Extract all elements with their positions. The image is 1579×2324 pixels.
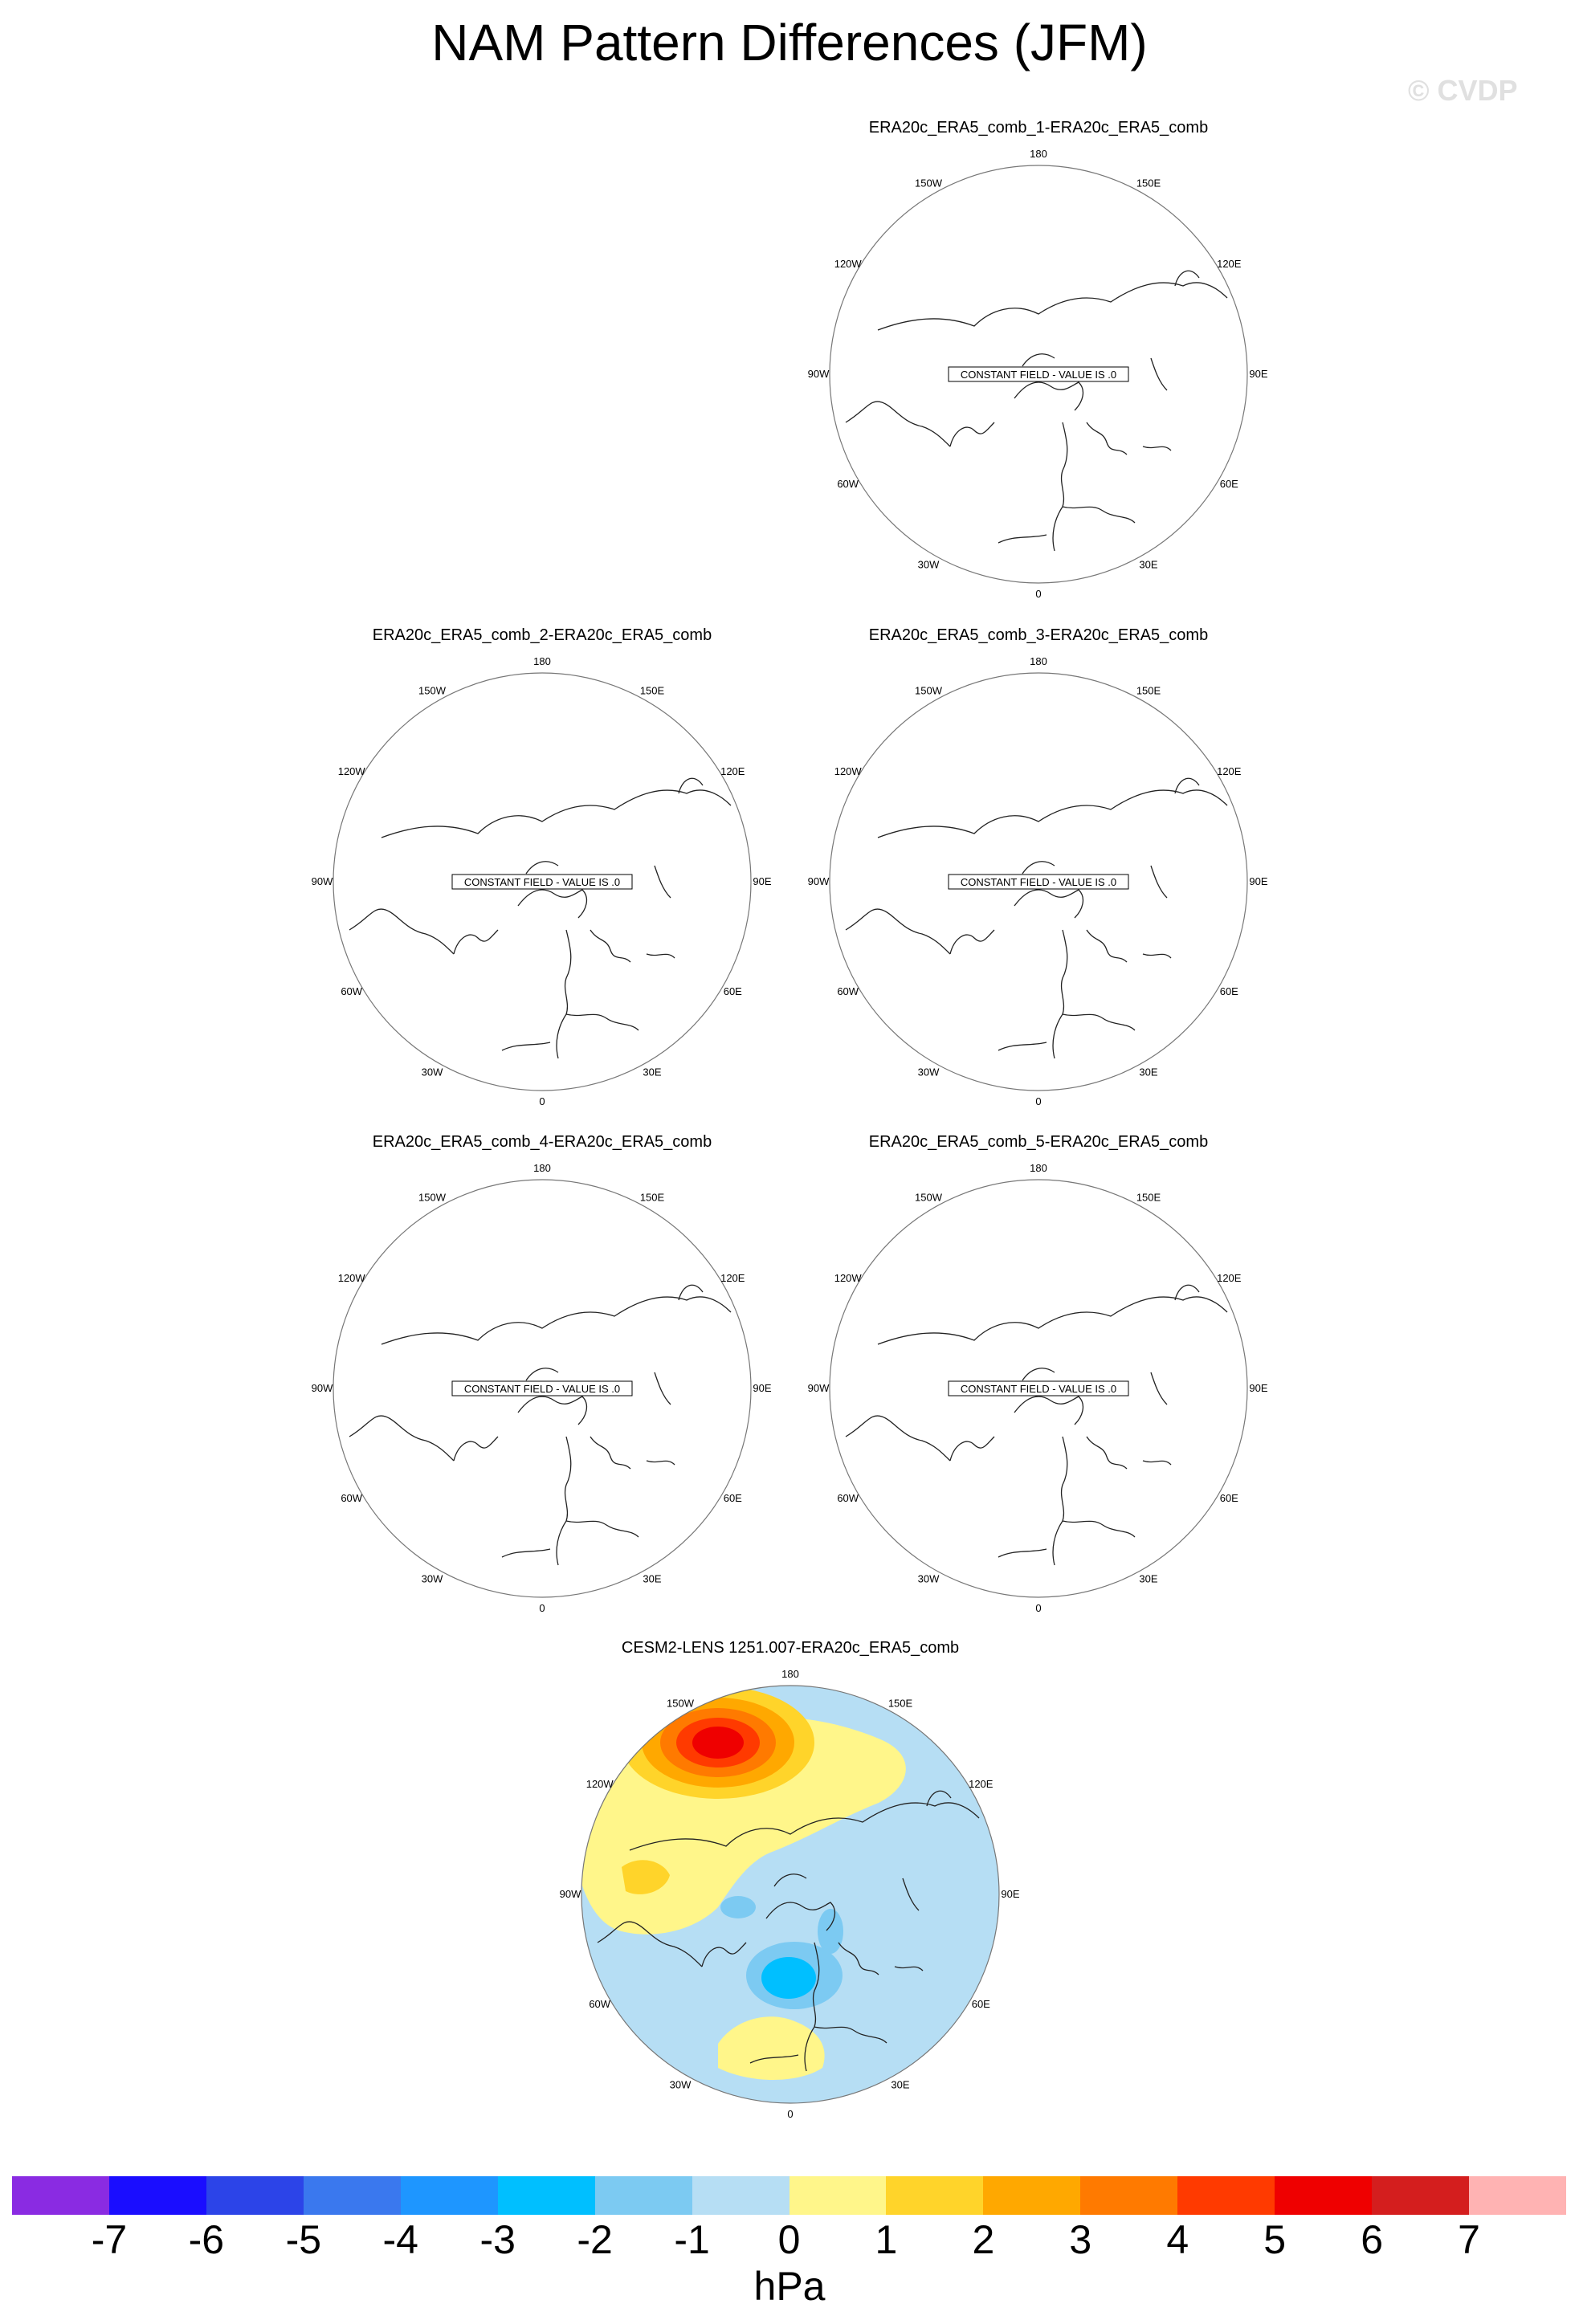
longitude-label: 30W [421, 1572, 443, 1585]
colorbar-swatch [206, 2176, 304, 2215]
colorbar-tick-label: -6 [188, 2217, 225, 2262]
colorbar [12, 2176, 1566, 2215]
longitude-label: 90W [311, 1382, 333, 1394]
colorbar-swatch [790, 2176, 887, 2215]
longitude-label: 150E [887, 1697, 913, 1710]
coastline [1151, 866, 1167, 898]
coastline [647, 954, 675, 958]
longitude-label: 30E [643, 1066, 662, 1078]
longitude-label: 150E [639, 1191, 665, 1204]
longitude-label: 30E [643, 1572, 662, 1585]
longitude-label: 120W [337, 765, 365, 777]
longitude-label: 30W [421, 1066, 443, 1078]
longitude-label: 60E [1219, 985, 1238, 997]
longitude-label: 60E [1219, 1492, 1238, 1504]
coastline [1022, 862, 1055, 874]
colorbar-swatch [1080, 2176, 1177, 2215]
colorbar-tick-label: 5 [1263, 2217, 1287, 2262]
longitude-label: 0 [1035, 1095, 1042, 1107]
coastline [1063, 507, 1135, 523]
coastline [878, 283, 1227, 330]
longitude-label: 0 [1035, 1602, 1042, 1614]
longitude-label: 30E [1139, 1572, 1158, 1585]
coastline [557, 1437, 571, 1565]
longitude-label: 120W [834, 765, 862, 777]
map-panel-1 [807, 119, 1268, 600]
colorbar-tick-label: 7 [1458, 2217, 1480, 2262]
colorbar-swatch [498, 2176, 595, 2215]
colorbar-tick-label: 2 [972, 2217, 995, 2262]
longitude-label: 60E [1219, 478, 1238, 490]
longitude-label: 90E [1249, 368, 1268, 380]
colorbar-tick-label: -7 [91, 2217, 128, 2262]
colorbar-ticks [12, 2216, 1566, 2265]
coastline [1014, 382, 1083, 410]
colorbar-swatch [983, 2176, 1080, 2215]
longitude-label: 0 [787, 2108, 794, 2120]
longitude-label: 30E [1139, 558, 1158, 571]
colorbar-tick-label: 0 [777, 2217, 801, 2262]
negative-anomaly-scandinavia [818, 1909, 843, 1954]
coastline [381, 1297, 731, 1344]
cvdp-watermark: © CVDP [1408, 74, 1518, 107]
colorbar-swatch [109, 2176, 206, 2215]
constant-field-note: CONSTANT FIELD - VALUE IS .0 [463, 1383, 621, 1395]
longitude-label: 180 [1030, 1162, 1047, 1174]
longitude-label: 60E [723, 1492, 742, 1504]
coastline [518, 1396, 586, 1425]
constant-field-note: CONSTANT FIELD - VALUE IS .0 [463, 876, 621, 888]
colorbar-tick-label: -2 [577, 2217, 613, 2262]
panel-title: ERA20c_ERA5_comb_2-ERA20c_ERA5_comb [372, 626, 712, 644]
coastline [349, 909, 454, 954]
longitude-label: 30W [917, 1572, 940, 1585]
longitude-label: 30W [669, 2078, 692, 2091]
negative-anomaly-greenland [720, 1896, 756, 1918]
longitude-label: 30W [917, 558, 940, 571]
longitude-label: 120E [1217, 258, 1242, 270]
colorbar-swatch [304, 2176, 401, 2215]
longitude-label: 180 [1030, 148, 1047, 160]
longitude-label: 120E [720, 765, 745, 777]
colorbar-tick-label: -3 [479, 2217, 516, 2262]
coastline [381, 790, 731, 838]
map-panel-2 [311, 626, 772, 1107]
coastline [1087, 1437, 1127, 1469]
coastline [1143, 1461, 1171, 1465]
coastline [878, 1297, 1227, 1344]
coastline [998, 535, 1047, 543]
coastline [1022, 1368, 1055, 1380]
colorbar-tick-label: -5 [285, 2217, 322, 2262]
longitude-label: 120W [337, 1272, 365, 1284]
coastline [655, 1372, 671, 1405]
constant-field-note: CONSTANT FIELD - VALUE IS .0 [960, 1383, 1117, 1395]
colorbar-tick-label: 4 [1166, 2217, 1189, 2262]
coastline [590, 1437, 630, 1469]
longitude-label: 90W [311, 875, 333, 887]
colorbar-tick-label: 6 [1361, 2217, 1384, 2262]
coastline [1063, 1521, 1135, 1537]
coastline [1022, 354, 1055, 366]
longitude-label: 60W [589, 1998, 611, 2010]
coastline [1143, 446, 1171, 451]
panel-title: ERA20c_ERA5_comb_4-ERA20c_ERA5_comb [372, 1133, 712, 1151]
coastline [1053, 930, 1067, 1058]
longitude-label: 90W [807, 875, 830, 887]
map-panel-6 [559, 1639, 1020, 2120]
coastline [998, 1042, 1047, 1050]
coastline [349, 1416, 454, 1461]
colorbar-swatch [886, 2176, 983, 2215]
coastline [557, 930, 571, 1058]
coastline [590, 930, 630, 962]
longitude-label: 120W [834, 1272, 862, 1284]
longitude-label: 150E [639, 684, 665, 697]
coastline [679, 778, 703, 793]
longitude-label: 120E [1217, 1272, 1242, 1284]
coastline [679, 1285, 703, 1300]
map-panel-3 [807, 626, 1268, 1107]
coastline [502, 1042, 550, 1050]
longitude-label: 150W [915, 177, 942, 190]
longitude-label: 60W [837, 1492, 859, 1504]
coastline [846, 1416, 950, 1461]
longitude-label: 90E [1249, 875, 1268, 887]
longitude-label: 180 [1030, 655, 1047, 667]
longitude-label: 60W [837, 985, 859, 997]
coastline [1087, 422, 1127, 455]
coastline [878, 790, 1227, 838]
coastline [526, 1368, 558, 1380]
longitude-label: 30E [891, 2078, 910, 2091]
longitude-label: 120E [969, 1778, 994, 1790]
longitude-label: 30W [917, 1066, 940, 1078]
longitude-label: 120E [1217, 765, 1242, 777]
longitude-label: 150E [1136, 177, 1161, 190]
map-panel-5 [807, 1133, 1268, 1614]
longitude-label: 120W [585, 1778, 614, 1790]
coastline [502, 1549, 550, 1557]
longitude-label: 90E [753, 1382, 772, 1394]
constant-field-note: CONSTANT FIELD - VALUE IS .0 [960, 876, 1117, 888]
coastline [950, 930, 994, 954]
longitude-label: 150W [915, 684, 942, 697]
colorbar-swatch [1469, 2176, 1566, 2215]
longitude-label: 150W [418, 684, 446, 697]
longitude-label: 60W [837, 478, 859, 490]
longitude-label: 0 [1035, 588, 1042, 600]
positive-core-level-6 [692, 1727, 744, 1759]
longitude-label: 180 [781, 1668, 799, 1680]
coastline [1014, 890, 1083, 918]
coastline [1053, 422, 1067, 551]
polar-map [807, 654, 1268, 1107]
coastline [1014, 1396, 1083, 1425]
colorbar-units: hPa [753, 2264, 826, 2309]
coastline [1063, 1014, 1135, 1030]
panel-title: ERA20c_ERA5_comb_3-ERA20c_ERA5_comb [868, 626, 1209, 644]
colorbar-swatch [595, 2176, 692, 2215]
map-panel-4 [311, 1133, 772, 1614]
longitude-label: 180 [533, 1162, 551, 1174]
coastline [1151, 358, 1167, 390]
longitude-label: 180 [533, 655, 551, 667]
colorbar-swatch [1275, 2176, 1372, 2215]
longitude-label: 150W [667, 1697, 694, 1710]
figure-title: NAM Pattern Differences (JFM) [431, 14, 1148, 71]
longitude-label: 120W [834, 258, 862, 270]
longitude-label: 30E [1139, 1066, 1158, 1078]
colorbar-tick-label: 3 [1069, 2217, 1092, 2262]
coastline [1175, 778, 1199, 793]
colorbar-tick-label: -1 [674, 2217, 710, 2262]
polar-map [807, 1160, 1268, 1614]
colorbar-swatch [401, 2176, 498, 2215]
coastline [998, 1549, 1047, 1557]
longitude-label: 120E [720, 1272, 745, 1284]
panel-title: CESM2-LENS 1251.007-ERA20c_ERA5_comb [621, 1639, 960, 1657]
longitude-label: 0 [539, 1602, 545, 1614]
longitude-label: 90E [1001, 1888, 1020, 1900]
coastline [950, 422, 994, 446]
coastline [846, 402, 950, 446]
colorbar-swatch [12, 2176, 109, 2215]
longitude-label: 150E [1136, 684, 1161, 697]
longitude-label: 150W [418, 1191, 446, 1204]
longitude-label: 90E [1249, 1382, 1268, 1394]
longitude-label: 60W [341, 985, 363, 997]
polar-map [311, 1160, 772, 1614]
coastline [1087, 930, 1127, 962]
longitude-label: 150W [915, 1191, 942, 1204]
coastline [846, 909, 950, 954]
coastline [454, 930, 498, 954]
colorbar-tick-label: 1 [875, 2217, 898, 2262]
longitude-label: 90W [559, 1888, 581, 1900]
coastline [1151, 1372, 1167, 1405]
panel-title: ERA20c_ERA5_comb_5-ERA20c_ERA5_comb [868, 1133, 1209, 1151]
coastline [1143, 954, 1171, 958]
longitude-label: 60E [971, 1998, 990, 2010]
polar-map [311, 654, 772, 1107]
colorbar-swatch [1372, 2176, 1469, 2215]
longitude-label: 90E [753, 875, 772, 887]
coastline [1053, 1437, 1067, 1565]
longitude-label: 150E [1136, 1191, 1161, 1204]
coastline [655, 866, 671, 898]
colorbar-swatch [1177, 2176, 1275, 2215]
coastline [647, 1461, 675, 1465]
longitude-label: 60W [341, 1492, 363, 1504]
longitude-label: 90W [807, 368, 830, 380]
polar-map [559, 1666, 1020, 2120]
negative-anomaly-2-3 [761, 1957, 816, 1999]
coastline [518, 890, 586, 918]
longitude-label: 60E [723, 985, 742, 997]
constant-field-note: CONSTANT FIELD - VALUE IS .0 [960, 369, 1117, 381]
colorbar-tick-label: -4 [382, 2217, 418, 2262]
colorbar-swatch [692, 2176, 790, 2215]
coastline [454, 1437, 498, 1461]
coastline [1175, 1285, 1199, 1300]
longitude-label: 0 [539, 1095, 545, 1107]
coastline [566, 1521, 639, 1537]
coastline [566, 1014, 639, 1030]
polar-map [807, 146, 1268, 600]
longitude-label: 90W [807, 1382, 830, 1394]
panel-title: ERA20c_ERA5_comb_1-ERA20c_ERA5_comb [868, 119, 1209, 137]
coastline [950, 1437, 994, 1461]
coastline [1175, 271, 1199, 286]
coastline [526, 862, 558, 874]
